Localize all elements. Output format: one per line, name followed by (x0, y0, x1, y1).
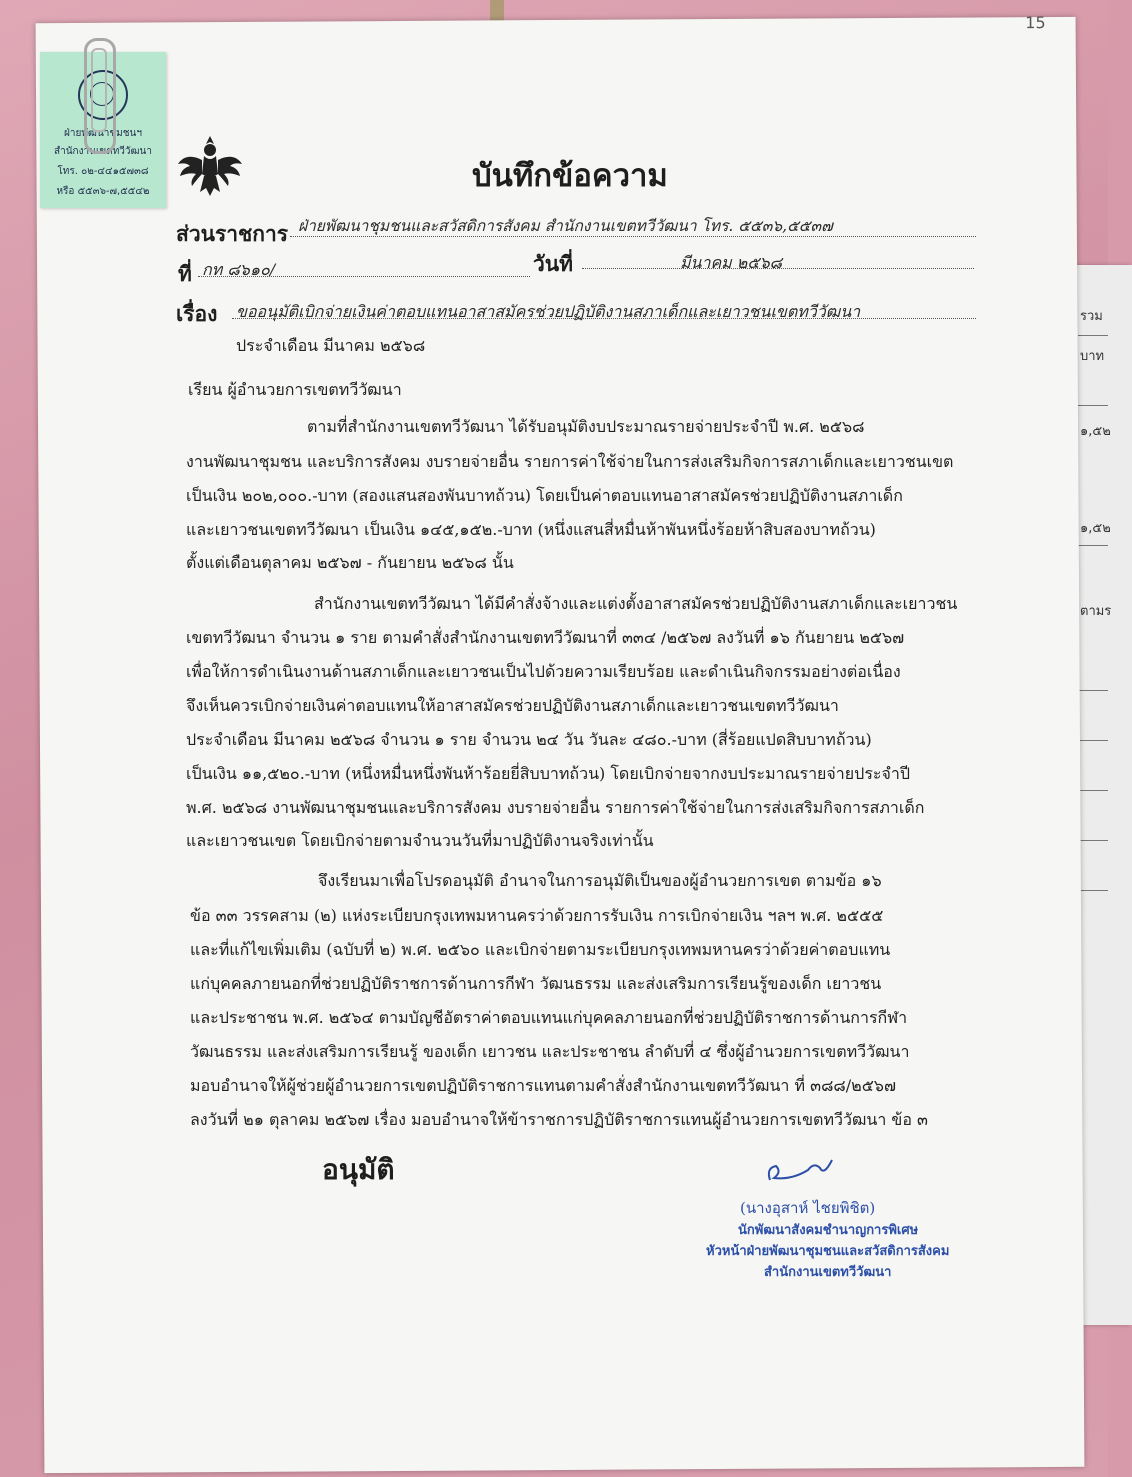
paragraph-line: สำนักงานเขตทวีวัฒนา ได้มีคำสั่งจ้างและแต่งตั้งอาสาสมัครช่วยปฏิบัติงานสภาเด็กและเยาวชน (314, 594, 958, 613)
paragraph-line: จึงเรียนมาเพื่อโปรดอนุมัติ อำนาจในการอนุมัติเป็นของผู้อำนวยการเขต ตามข้อ ๑๖ (318, 871, 882, 890)
underlying-rule (1078, 740, 1108, 741)
salutation: เรียน ผู้อำนวยการเขตทวีวัฒนา (188, 380, 402, 399)
ref-underline (198, 276, 530, 277)
underlying-text: ๑,๕๒ (1080, 521, 1111, 536)
memo-title: บันทึกข้อความ (472, 158, 668, 194)
underlying-rule (1078, 890, 1108, 891)
garuda-emblem-icon (174, 130, 246, 202)
subject-label: เรื่อง (176, 301, 218, 326)
subject-line2: ประจำเดือน มีนาคม ๒๕๖๘ (236, 336, 426, 355)
paragraph-line: และเยาวชนเขตทวีวัฒนา เป็นเงิน ๑๔๕,๑๕๒.-บาท (หนึ่งแสนสี่หมื่นห้าพันหนึ่งร้อยห้าสิบสองบาทถ้วน) (186, 520, 876, 539)
paragraph-line: เป็นเงิน ๑๑,๕๒๐.-บาท (หนึ่งหมื่นหนึ่งพันห้าร้อยยี่สิบบาทถ้วน) โดยเบิกจ่ายจากงบประมาณรายจ่ายประจำปี (186, 764, 911, 783)
stamp-line: ฝ่ายพัฒนาชุมชนฯ (63, 128, 143, 139)
underlying-text: ๑,๕๒ (1080, 424, 1111, 439)
paragraph-line: เป็นเงิน ๒๐๒,๐๐๐.-บาท (สองแสนสองพันบาทถ้วน) โดยเป็นค่าตอบแทนอาสาสมัครช่วยปฏิบัติงานสภาเด็ก (186, 486, 903, 505)
paragraph-line: งานพัฒนาชุมชน และบริการสังคม งบรายจ่ายอื่น รายการค่าใช้จ่ายในการส่งเสริมกิจการสภาเด็กและเยาวชนเขต (186, 452, 954, 471)
underlying-rule (1078, 545, 1108, 546)
paragraph-line: จึงเห็นควรเบิกจ่ายเงินค่าตอบแทนให้อาสาสมัครช่วยปฏิบัติงานสภาเด็กและเยาวชนเขตทวีวัฒนา (186, 696, 839, 715)
date-underline (582, 268, 974, 269)
paragraph-line: พ.ศ. ๒๕๖๘ งานพัฒนาชุมชนและบริการสังคม งบรายจ่ายอื่น รายการค่าใช้จ่ายในการส่งเสริมกิจการสภาเด็ก (186, 798, 925, 817)
page-number: 15 (1025, 13, 1046, 33)
underlying-rule (1078, 690, 1108, 691)
signatory-position: นักพัฒนาสังคมชำนาญการพิเศษ (738, 1223, 919, 1238)
ref-value: กท ๘๖๑๐/ (202, 260, 276, 279)
paragraph-line: ตามที่สำนักงานเขตทวีวัฒนา ได้รับอนุมัติงบประมาณรายจ่ายประจำปี พ.ศ. ๒๕๖๘ (307, 417, 865, 436)
paragraph-line: ข้อ ๓๓ วรรคสาม (๒) แห่งระเบียบกรุงเทพมหานครว่าด้วยการรับเงิน การเบิกจ่ายเงิน ฯลฯ พ.ศ. ๒๕๕๕ (190, 906, 884, 925)
underlying-rule (1078, 790, 1108, 791)
subject-underline (232, 318, 976, 319)
agency-label: ส่วนราชการ (176, 221, 289, 246)
approve-label: อนุมัติ (322, 1153, 395, 1186)
underlying-text: บาท (1080, 349, 1105, 364)
stamp-line: สำนักงานเขตทวีวัฒนา (54, 146, 152, 157)
signatory-name: (นางอุสาห์ ไชยพิชิต) (740, 1199, 876, 1217)
paperclip-inner (91, 48, 107, 132)
paragraph-line: แก่บุคคลภายนอกที่ช่วยปฏิบัติราชการด้านการกีฬา วัฒนธรรม และส่งเสริมการเรียนรู้ของเด็ก เยาวชน (190, 974, 882, 993)
stamp-line: หรือ ๕๕๓๖-๗,๕๕๔๒ (56, 186, 150, 197)
underlying-rule (1078, 405, 1108, 406)
paragraph-line: วัฒนธรรม และส่งเสริมการเรียนรู้ ของเด็ก เยาวชน และประชาชน ลำดับที่ ๔ ซึ่งผู้อำนวยการเขตทวีวัฒนา (190, 1042, 910, 1061)
paragraph-line: และประชาชน พ.ศ. ๒๕๖๔ ตามบัญชีอัตราค่าตอบแทนแก่บุคคลภายนอกที่ช่วยปฏิบัติราชการด้านการกีฬา (190, 1008, 908, 1027)
agency-underline (290, 236, 976, 237)
date-label: วันที่ (533, 251, 573, 276)
paragraph-line: ลงวันที่ ๒๑ ตุลาคม ๒๕๖๗ เรื่อง มอบอำนาจให้ข้าราชการปฏิบัติราชการแทนผู้อำนวยการเขตทวีวัฒนา ข้อ ๓ (190, 1110, 928, 1129)
underlying-text: ตามร (1080, 604, 1112, 619)
handwritten-signature (762, 1150, 842, 1190)
date-value: มีนาคม ๒๕๖๘ (680, 253, 782, 272)
underlying-rule (1078, 840, 1108, 841)
stamp-line: โทร. ๐๒-๔๔๑๕๗๓๘ (57, 166, 149, 177)
underlying-text: รวม (1080, 309, 1103, 324)
agency-value: ฝ่ายพัฒนาชุมชนและสวัสดิการสังคม สำนักงานเขตทวีวัฒนา โทร. ๕๕๓๖,๕๕๓๗ (298, 217, 833, 235)
underlying-rule (1078, 335, 1108, 336)
paragraph-line: มอบอำนาจให้ผู้ช่วยผู้อำนวยการเขตปฏิบัติราชการแทนตามคำสั่งสำนักงานเขตทวีวัฒนา ที่ ๓๘๘/๒๕๖๗ (190, 1076, 896, 1095)
paragraph-line: และเยาวชนเขต โดยเบิกจ่ายตามจำนวนวันที่มาปฏิบัติงานจริงเท่านั้น (186, 831, 654, 850)
signatory-position: หัวหน้าฝ่ายพัฒนาชุมชนและสวัสดิการสังคม (706, 1244, 950, 1259)
paragraph-line: เขตทวีวัฒนา จำนวน ๑ ราย ตามคำสั่งสำนักงานเขตทวีวัฒนาที่ ๓๓๔ /๒๕๖๗ ลงวันที่ ๑๖ กันยายน ๒๕๖๗ (186, 628, 905, 647)
subject-line1: ขออนุมัติเบิกจ่ายเงินค่าตอบแทนอาสาสมัครช่วยปฏิบัติงานสภาเด็กและเยาวชนเขตทวีวัฒนา (236, 302, 861, 321)
signatory-office: สำนักงานเขตทวีวัฒนา (764, 1265, 892, 1280)
paragraph-line: ประจำเดือน มีนาคม ๒๕๖๘ จำนวน ๑ ราย จำนวน ๒๔ วัน วันละ ๔๘๐.-บาท (สี่ร้อยแปดสิบบาทถ้วน) (186, 730, 872, 749)
ref-label: ที่ (178, 261, 192, 286)
paragraph-line: ตั้งแต่เดือนตุลาคม ๒๕๖๗ - กันยายน ๒๕๖๘ นั้น (186, 553, 514, 572)
paragraph-line: และที่แก้ไขเพิ่มเติม (ฉบับที่ ๒) พ.ศ. ๒๕๖๐ และเบิกจ่ายตามระเบียบกรุงเทพมหานครว่าด้วยค่าตอบแทน (190, 940, 891, 959)
paragraph-line: เพื่อให้การดำเนินงานด้านสภาเด็กและเยาวชนเป็นไปด้วยความเรียบร้อย และดำเนินกิจกรรมอย่างต่อเนื่อง (186, 662, 901, 681)
